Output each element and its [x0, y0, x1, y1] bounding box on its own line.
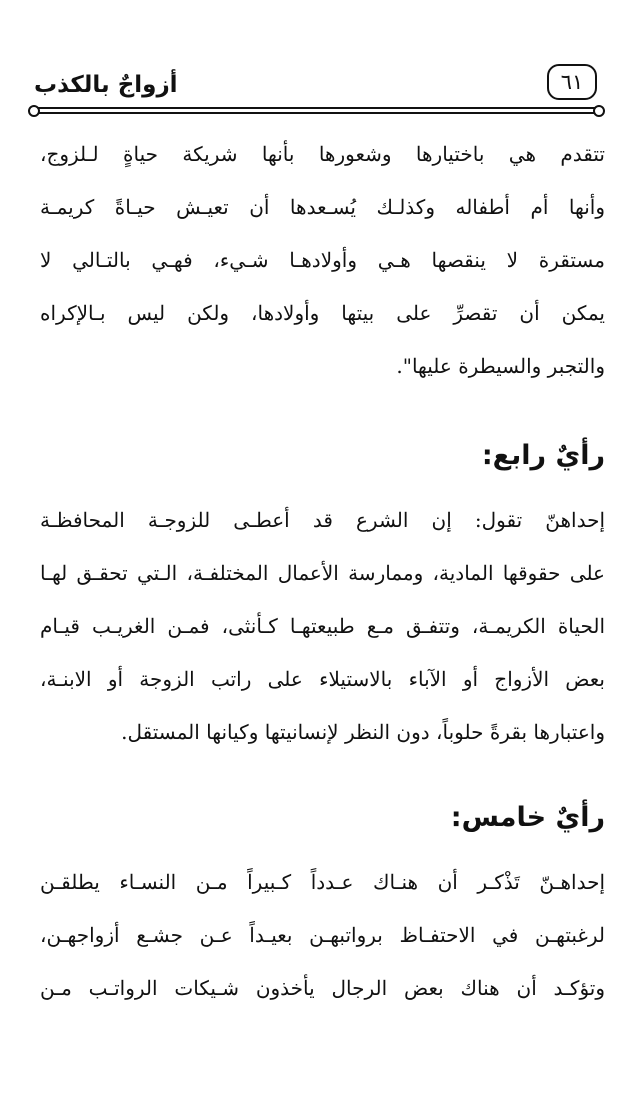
page-header	[34, 62, 599, 114]
paragraph-1	[40, 128, 605, 393]
paragraph-line: على حقوقها المادية، وممارسة الأعمال المختلفـة، الـتي تحقـق لهـا	[40, 561, 605, 585]
paragraph-line: واعتبارها بقرةً حلوباً، دون النظر لإنسانيتها وكيانها المستقل.	[121, 720, 605, 744]
section-heading-fourth-opinion: رأيٌ رابع:	[481, 440, 605, 471]
page-number: ٦١	[547, 64, 597, 100]
paragraph-2	[40, 494, 605, 759]
paragraph-line: تتقدم هي باختيارها وشعورها بأنها شريكة حياةٍ لـلزوج،	[40, 142, 605, 166]
paragraph-line: وأنها أم أطفاله وكذلـك يُسـعدها أن تعيـش حيـاةً كريمـة	[40, 195, 605, 219]
paragraph-line: إحداهنّ تقول: إن الشرع قد أعطـى للزوجـة المحافظـة	[40, 508, 605, 532]
paragraph-line: يمكن أن تقصرِّ على بيتها وأولادها، ولكن ليس بـالإكراه	[40, 301, 605, 325]
paragraph-3	[40, 856, 605, 1015]
paragraph-line: لرغبتهـن في الاحتفـاظ برواتبهـن بعيـداً عـن جشـع أزواجهـن،	[40, 923, 605, 947]
header-divider	[34, 107, 599, 114]
paragraph-line: إحداهـنّ تَذْكـر أن هنـاك عـدداً كـبيراً مـن النسـاء يطلقـن	[40, 870, 605, 894]
paragraph-line: والتجبر والسيطرة عليها".	[396, 354, 605, 378]
paragraph-line: الحياة الكريمـة، وتتفـق مـع طبيعتهـا كـأنثى، فمـن الغريـب قيـام	[40, 614, 605, 638]
section-heading-fifth-opinion: رأيٌ خامس:	[450, 802, 605, 833]
paragraph-line: بعض الأزواج أو الآباء بالاستيلاء على راتب الزوجة أو الابنـة،	[40, 667, 605, 691]
running-title: أزواجٌ بالكذب	[34, 72, 178, 98]
paragraph-line: وتؤكـد أن هناك بعض الرجال يأخذون شـيكات الرواتـب مـن	[40, 976, 605, 1000]
paragraph-line: مستقرة لا ينقصها هـي وأولادهـا شـيء، فهـي بالتـالي لا	[40, 248, 605, 272]
